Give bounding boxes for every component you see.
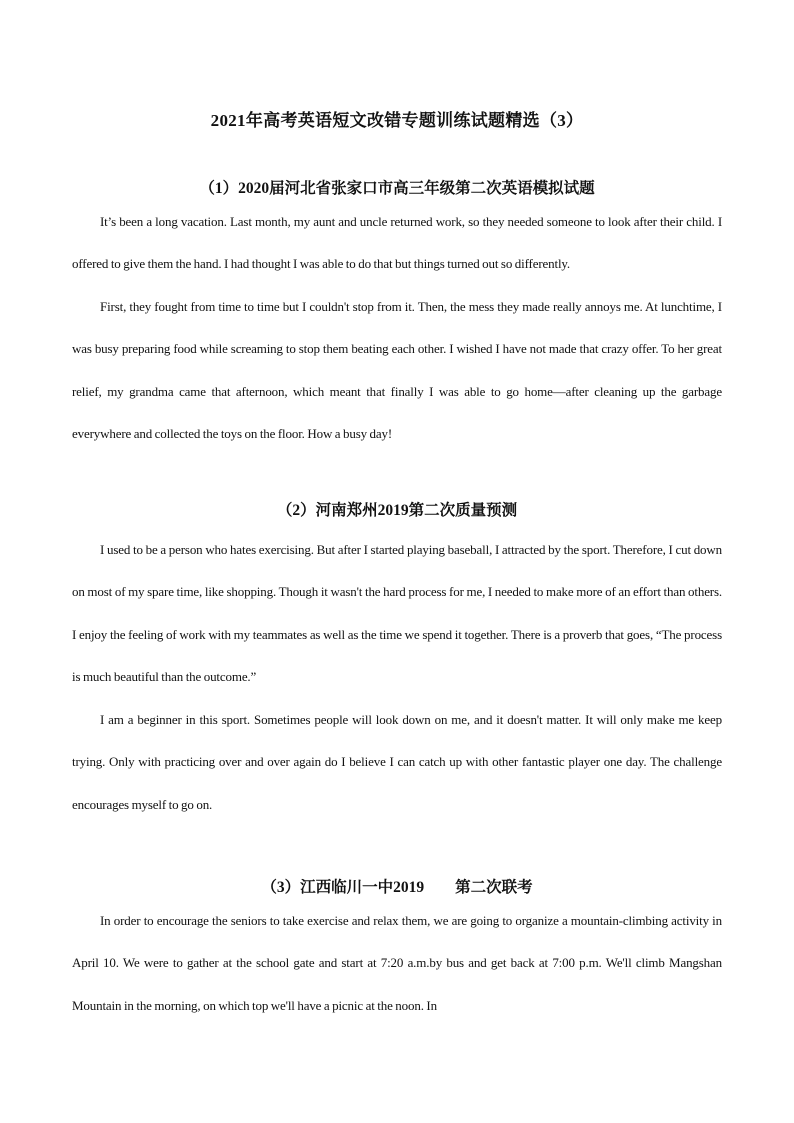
section-2-paragraph-1: I used to be a person who hates exercising. But after I started playing baseball, I attracted by the sport. Therefore, I cut down on most of my spare time, like shopping. Though it wasn't the hard process for me, I needed to make more of an effort than others. I enjoy the feeling of work with my teammates as well as the time we spend it together. There is a proverb that goes, “The process is much beautiful than the outcome.”: [72, 542, 722, 684]
document-title: 2021年高考英语短文改错专题训练试题精选（3）: [210, 111, 584, 130]
section-1-heading: （1）2020届河北省张家口市高三年级第二次英语模拟试题: [199, 180, 595, 197]
section-3-heading: （3）江西临川一中2019 第二次联考: [261, 879, 533, 896]
section-1-paragraph-1: It’s been a long vacation. Last month, my aunt and uncle returned work, so they needed someone to look after their child. I offered to give them the hand. I had thought I was able to do that but things turned out so differently.: [72, 214, 722, 272]
section-3-paragraph-1: In order to encourage the seniors to take exercise and relax them, we are going to organize a mountain-climbing activity in April 10. We were to gather at the school gate and start at 7:20 a.m.by bus and get back at 7:00 p.m. We'll climb Mangshan Mountain in the morning, on which top we'll have a picnic at the noon. In: [72, 913, 722, 1013]
section-2-paragraph-2: I am a beginner in this sport. Sometimes people will look down on me, and it doesn't matter. It will only make me keep trying. Only with practicing over and over again do I believe I can catch up with other fantastic player one day. The challenge encourages myself to go on.: [72, 712, 722, 812]
section-1-paragraph-2: First, they fought from time to time but I couldn't stop from it. Then, the mess they made really annoys me. At lunchtime, I was busy preparing food while screaming to stop them beating each other. I wished I have not made that crazy offer. To her great relief, my grandma came that afternoon, which meant that finally I was able to go home—after cleaning up the garbage everywhere and collected the toys on the floor. How a busy day!: [72, 299, 722, 441]
section-2-heading: （2）河南郑州2019第二次质量预测: [276, 502, 518, 519]
